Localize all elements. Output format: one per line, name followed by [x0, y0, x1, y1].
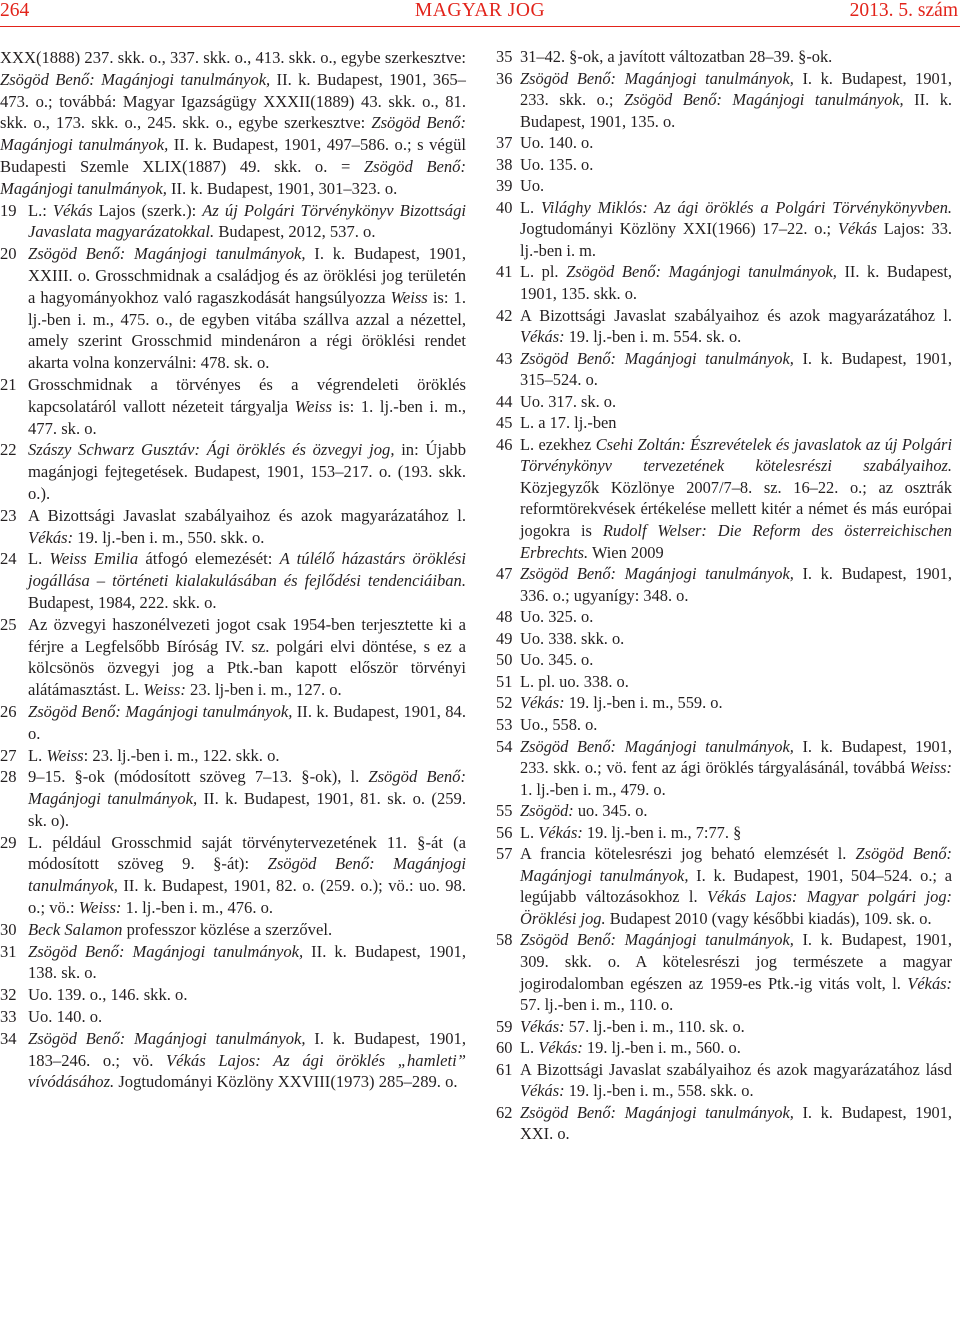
footnote-41	[496, 261, 952, 304]
footnote-number: 61	[496, 1059, 513, 1079]
text-segment: Lajos: 33. lj.-ben i. m.	[520, 219, 952, 260]
footnote-24	[0, 548, 466, 613]
footnote-number: 27	[0, 745, 17, 765]
italic-text-segment: Weiss:	[78, 898, 122, 918]
footnote-50	[496, 649, 952, 671]
footnote-text	[520, 736, 952, 801]
italic-text-segment: Zsögöd Benő: Magánjogi tanulmányok,	[520, 1102, 794, 1122]
text-segment: 19. lj.-ben i. m., 550. skk. o.	[73, 527, 265, 547]
italic-text-segment: Világhy Miklós: Az ági öröklés a Polgári Törvénykönyvben.	[540, 197, 952, 217]
footnote-number: 57	[496, 844, 513, 864]
italic-text-segment: Vékás:	[520, 1081, 565, 1101]
text-segment: A Bizottsági Javaslat szabályaihoz és azok magyarázatához l.	[28, 505, 466, 525]
footnote-text	[520, 434, 952, 563]
text-segment: L.	[520, 822, 539, 842]
text-segment: Jogtudományi Közlöny XXI(1966) 17–22. o.;	[520, 219, 838, 239]
footnote-number: 22	[0, 440, 17, 460]
italic-text-segment: Vékás Lajos: Az ági öröklés „hamleti” vívódásához.	[28, 1050, 466, 1092]
italic-text-segment: Vékás:	[28, 527, 74, 547]
footnote-29	[0, 832, 466, 919]
footnote-number: 32	[0, 985, 17, 1005]
text-segment: L. a 17. lj.-ben	[520, 413, 617, 433]
footnote-number: 29	[0, 832, 17, 852]
footnote-text	[520, 261, 952, 304]
page-number: 264	[0, 0, 30, 21]
text-segment: II. k. Budapest, 1901, 84. o.	[28, 701, 466, 743]
footnote-33	[0, 1006, 466, 1028]
text-segment: I. k. Budapest, 1901, 309. skk. o. A kötelesrészi jog természete a magyar jogirodalomban egészen az 1959-es Ptk.-ig vitás volt, l.	[520, 930, 953, 993]
footnote-45	[496, 412, 952, 434]
italic-text-segment: Rudolf Welser: Die Reform des österreichischen Erbrechts.	[520, 521, 952, 562]
footnote-number: 21	[0, 374, 17, 394]
footnote-22	[0, 439, 466, 504]
footnote-number: 19	[0, 200, 17, 220]
text-segment: II. k. Budapest, 1901, 81. sk. o. (259. sk. o).	[28, 789, 466, 830]
footnote-column-right	[496, 46, 952, 1145]
footnote-number: 50	[496, 650, 513, 670]
footnote-text	[28, 200, 466, 244]
italic-text-segment: Zsögöd Benő: Magánjogi tanulmányok,	[28, 244, 306, 264]
footnote-21	[0, 374, 466, 439]
text-segment: 19. lj.-ben i. m., 559. o.	[564, 693, 723, 713]
footnote-48	[496, 606, 952, 628]
footnote-number: 55	[496, 801, 513, 821]
text-segment: 31–42. §-ok, a javított változatban 28–39. §-ok.	[520, 47, 833, 66]
italic-text-segment: Vékás	[837, 219, 878, 239]
text-segment: II. k. Budapest, 1901, 135. o.	[520, 90, 952, 131]
footnote-39	[496, 175, 952, 197]
italic-text-segment: Szászy Schwarz Gusztáv: Ági öröklés és özvegyi jog,	[28, 440, 395, 460]
footnote-text	[520, 46, 952, 68]
text-segment: Grosschmidnak a törvényes és a végrendeleti öröklés kapcsolatáról vallott nézeteit tárgyalja	[28, 374, 466, 416]
text-segment: Uo.	[520, 176, 545, 196]
footnote-62	[496, 1102, 952, 1145]
text-segment: Budapest, 1984, 222. skk. o.	[28, 592, 217, 612]
footnote-19	[0, 200, 466, 244]
text-segment: Közjegyzők Közlönye 2007/7–8. sz. 16–22. o.; az osztrák reformtörekvések értékelése mellett kitér a német és más európai jogokra is	[520, 477, 952, 541]
footnote-text	[28, 919, 466, 941]
footnote-text	[520, 391, 952, 413]
text-segment: Uo. 140. o.	[520, 133, 594, 153]
footnote-text	[28, 439, 466, 504]
text-segment: I. k. Budapest, 1901, 315–524. o.	[520, 348, 953, 390]
footnote-number: 52	[496, 693, 513, 713]
footnote-text	[520, 563, 952, 606]
footnote-54	[496, 736, 952, 801]
text-segment: is: 1. lj.-ben i. m., 477. sk. o.	[28, 396, 466, 438]
footnote-number: 36	[496, 68, 513, 88]
text-segment: Uo. 325. o.	[520, 607, 594, 627]
italic-text-segment: Vékás	[52, 200, 93, 220]
footnote-number: 35	[496, 47, 513, 66]
footnote-text	[28, 701, 466, 745]
italic-text-segment: Zsögöd Benő: Magánjogi tanulmányok,	[28, 941, 304, 961]
text-segment: L.	[28, 549, 50, 569]
footnote-number: 54	[496, 736, 513, 756]
footnote-32	[0, 984, 466, 1006]
italic-text-segment: Zsögöd Benő: Magánjogi tanulmányok,	[623, 90, 904, 110]
footnote-58	[496, 929, 952, 1015]
text-segment: Budapest, 2012, 537. o.	[214, 222, 376, 242]
footnote-number: 44	[496, 391, 513, 411]
footnote-52	[496, 692, 952, 714]
footnote-number: 37	[496, 133, 513, 153]
footnote-51	[496, 671, 952, 693]
footnote-43	[496, 348, 952, 391]
footnote-text	[520, 606, 952, 628]
italic-text-segment: Vékás:	[520, 327, 565, 347]
footnote-text	[520, 1016, 952, 1038]
footnote-49	[496, 628, 952, 650]
footnote-number: 33	[0, 1007, 17, 1027]
footnote-26	[0, 701, 466, 745]
italic-text-segment: Zsögöd Benő: Magánjogi tanulmányok,	[28, 767, 466, 809]
text-segment: L.	[28, 745, 47, 765]
text-segment: professzor közlése a szerzővel.	[122, 919, 333, 939]
footnote-number: 23	[0, 505, 17, 525]
footnote-number: 46	[496, 434, 513, 454]
footnote-number: 40	[496, 197, 513, 217]
issue-label: 2013. 5. szám	[849, 0, 958, 21]
text-segment: L. pl.	[520, 262, 567, 282]
text-segment: 19. lj.-ben i. m., 558. skk. o.	[564, 1081, 754, 1101]
footnote-number: 20	[0, 244, 17, 264]
footnote-text	[520, 154, 952, 176]
italic-text-segment: Zsögöd Benő: Magánjogi tanulmányok,	[520, 68, 794, 88]
footnote-text	[520, 628, 952, 650]
text-segment: Jogtudományi Közlöny XXVIII(1973) 285–289. o.	[114, 1072, 458, 1092]
text-segment: XXX(1888) 237. skk. o., 337. skk. o., 413. skk. o., egybe szerkesztve:	[0, 48, 466, 67]
running-header	[0, 0, 960, 22]
text-segment: I. k. Budapest, 1901, 233. skk. o.;	[520, 68, 953, 110]
footnote-text	[520, 929, 952, 1015]
text-segment: I. k. Budapest, 1901, 233. skk. o.; vö. fent az ági öröklés tárgyalásánál, továbbá	[520, 736, 953, 778]
footnote-text	[520, 348, 952, 391]
text-segment: II. k. Budapest, 1901, 497–586. o.; s végül Budapesti Szemle XLIX(1887) 49. skk. o. =	[0, 135, 466, 176]
footnote-text	[520, 649, 952, 671]
text-segment: 23. lj-ben i. m., 127. o.	[185, 680, 342, 700]
italic-text-segment: Zsögöd Benő: Magánjogi tanulmányok,	[0, 69, 271, 89]
text-segment: : 23. lj.-ben i. m., 122. skk. o.	[83, 745, 280, 765]
footnote-57	[496, 843, 952, 929]
footnote-text	[520, 800, 952, 822]
footnote-text	[520, 822, 952, 844]
text-segment: L.:	[28, 200, 53, 220]
footnote-28	[0, 766, 466, 831]
footnote-31	[0, 941, 466, 985]
footnote-text	[520, 305, 952, 348]
footnote-text	[28, 374, 466, 439]
journal-title: MAGYAR JOG	[414, 0, 546, 21]
footnote-text	[28, 745, 466, 767]
footnote-number: 34	[0, 1028, 17, 1048]
footnote-number: 39	[496, 176, 513, 196]
text-segment: A Bizottsági Javaslat szabályaihoz és azok magyarázatához l.	[520, 305, 952, 325]
footnote-number: 58	[496, 930, 513, 950]
footnote-number: 51	[496, 671, 513, 691]
text-segment: 19. lj.-ben i. m. 554. sk. o.	[564, 327, 742, 347]
footnote-text	[28, 984, 466, 1006]
footnote-37	[496, 132, 952, 154]
text-segment: II. k. Budapest, 1901, 82. o. (259. o.); vö.: uo. 98. o.; vö.:	[28, 876, 466, 918]
text-segment: Uo. 135. o.	[520, 154, 594, 174]
text-segment: II. k. Budapest, 1901, 135. skk. o.	[520, 262, 953, 304]
footnote-text	[520, 197, 952, 262]
header-rule	[0, 26, 960, 27]
text-segment: I. k. Budapest, 1901, XXI. o.	[520, 1102, 953, 1144]
footnote-number: 24	[0, 549, 17, 569]
footnote-list-left	[0, 200, 466, 1094]
italic-text-segment: Weiss:	[143, 680, 186, 700]
italic-text-segment: Zsögöd Benő: Magánjogi tanulmányok,	[520, 564, 794, 584]
italic-text-segment: Vékás:	[520, 1016, 565, 1036]
text-segment: 1. lj.-ben i. m., 479. o.	[520, 779, 666, 799]
footnote-44	[496, 391, 952, 413]
footnote-number: 48	[496, 607, 513, 627]
italic-text-segment: Weiss	[46, 745, 84, 765]
footnote-47	[496, 563, 952, 606]
text-segment: Budapest 2010 (vagy későbbi kiadás), 109. sk. o.	[605, 908, 932, 928]
italic-text-segment: Zsögöd Benő: Magánjogi tanulmányok,	[28, 701, 293, 721]
italic-text-segment: Vékás:	[907, 973, 952, 993]
text-segment: in: Újabb magánjogi fejtegetések. Budapest, 1901, 153–217. o. (193. skk. o.).	[28, 440, 466, 503]
italic-text-segment: Zsögöd Benő: Magánjogi tanulmányok,	[0, 113, 466, 155]
footnote-60	[496, 1037, 952, 1059]
footnote-number: 28	[0, 767, 17, 787]
text-segment: L. például Grosschmid saját törvénytervezetének 11. §-át (a módosított szöveg 9. §-át):	[28, 832, 466, 874]
italic-text-segment: Zsögöd Benő: Magánjogi tanulmányok,	[0, 156, 466, 198]
footnote-61	[496, 1059, 952, 1102]
italic-text-segment: Csehi Zoltán: Észrevételek és javaslatok az új Polgári Törvénykönyv tervezetének kötelesrészi szabályaihoz.	[520, 434, 952, 476]
footnote-46	[496, 434, 952, 563]
text-segment: Uo. 345. o.	[520, 650, 594, 670]
footnote-40	[496, 197, 952, 262]
text-segment: II. k. Budapest, 1901, 138. sk. o.	[28, 941, 466, 983]
footnote-text	[520, 1059, 952, 1102]
footnote-list-right	[496, 46, 952, 1145]
text-segment: 1. lj.-ben i. m., 476. o.	[121, 898, 274, 918]
footnote-text	[28, 548, 466, 613]
footnote-55	[496, 800, 952, 822]
text-segment: Az özvegyi haszonélvezeti jogot csak 1954-ben terjesztette ki a férjre a Legfelsőbb Bíróság IV. sz. polgári elvi döntése, s ez a kölcsönös özvegyi jog a Ptk.-ban kapott először törvényi alátámasztást. L.	[28, 614, 466, 700]
footnote-27	[0, 745, 466, 767]
text-segment: I. k. Budapest, 1901, 183–246. o.; vö.	[28, 1028, 466, 1070]
footnote-text	[520, 68, 952, 133]
text-segment: Uo., 558. o.	[520, 714, 598, 734]
footnote-text	[520, 175, 952, 197]
footnote-text	[28, 505, 466, 549]
footnote-34	[0, 1028, 466, 1093]
text-segment: I. k. Budapest, 1901, XXIII. o. Grosschmidnak a családjog és az öröklési jog területén a hagyományokhoz való ragaszkodását hangsúlyozza	[28, 244, 466, 307]
text-segment: II. k. Budapest, 1901, 301–323. o.	[166, 178, 398, 198]
footnote-56	[496, 822, 952, 844]
footnote-38	[496, 154, 952, 176]
footnote-number: 31	[0, 941, 17, 961]
footnote-30	[0, 919, 466, 941]
italic-text-segment: Zsögöd Benő: Magánjogi tanulmányok,	[566, 262, 837, 282]
italic-text-segment: Weiss	[390, 287, 428, 307]
text-segment: 19. lj.-ben i. m., 7:77. §	[582, 822, 742, 842]
text-segment: II. k. Budapest, 1901, 365–473. o.; továbbá: Magyar Igazságügy XXXII(1889) 43. skk. o., 81. skk. o., 173. skk. o., 245. skk. o., egybe szerkesztve:	[0, 69, 466, 133]
text-segment: 57. lj.-ben i. m., 110. o.	[520, 995, 674, 1015]
italic-text-segment: Vékás Lajos: Magyar polgári jog: Öröklési jog.	[520, 887, 952, 928]
footnote-text	[28, 1006, 466, 1028]
footnote-text	[28, 614, 466, 701]
text-segment: A Bizottsági Javaslat szabályaihoz és azok magyarázatához lásd	[520, 1059, 952, 1079]
text-segment: Uo. 140. o.	[28, 1007, 103, 1027]
text-segment: I. k. Budapest, 1901, 336. o.; ugyanígy: 348. o.	[520, 564, 953, 605]
footnote-text	[28, 766, 466, 831]
footnote-35	[496, 46, 952, 68]
footnote-number: 53	[496, 714, 513, 734]
footnote-number: 56	[496, 822, 513, 842]
footnote-text	[28, 1028, 466, 1093]
italic-text-segment: Weiss Emilia	[49, 549, 139, 569]
italic-text-segment: Vékás:	[538, 1038, 583, 1058]
footnote-text	[28, 243, 466, 374]
footnote-53	[496, 714, 952, 736]
italic-text-segment: Zsögöd Benő: Magánjogi tanulmányok,	[520, 348, 794, 368]
text-segment: átfogó elemezését:	[138, 549, 280, 569]
footnote-number: 59	[496, 1016, 513, 1036]
italic-text-segment: Beck Salamon	[28, 919, 123, 939]
footnote-number: 49	[496, 628, 513, 648]
footnote-number: 25	[0, 614, 17, 634]
footnote-20	[0, 243, 466, 374]
italic-text-segment: Vékás:	[520, 693, 565, 713]
footnote-continuation	[0, 47, 466, 200]
text-segment: is: 1. lj.-ben i. m., 475. o., de egyben vitába szállva azzal a nézettel, amely szerint Grosschmid mindenáron a régi öröklési rendet akarta volna konzerválni: 478. sk. o.	[28, 287, 466, 373]
text-segment: Uo. 317. sk. o.	[520, 391, 617, 411]
italic-text-segment: Az új Polgári Törvénykönyv Bizottsági Javaslata magyarázatokkal.	[28, 200, 466, 242]
footnote-number: 26	[0, 701, 17, 721]
text-segment: L. pl. uo. 338. o.	[520, 671, 629, 691]
footnote-36	[496, 68, 952, 133]
text-segment: I. k. Budapest, 1901, 504–524. o.; a legújabb változásokhoz l.	[520, 865, 952, 907]
footnote-number: 62	[496, 1102, 513, 1122]
text-segment: uo. 345. o.	[573, 801, 648, 821]
italic-text-segment: Weiss	[294, 396, 332, 416]
footnote-25	[0, 614, 466, 701]
footnote-text	[520, 1037, 952, 1059]
text-segment: 57. lj.-ben i. m., 110. sk. o.	[564, 1016, 745, 1036]
italic-text-segment: Zsögöd Benő: Magánjogi tanulmányok,	[520, 930, 794, 950]
footnote-number: 38	[496, 154, 513, 174]
italic-text-segment: Zsögöd Benő: Magánjogi tanulmányok,	[520, 736, 794, 756]
italic-text-segment: Zsögöd Benő: Magánjogi tanulmányok,	[520, 844, 952, 885]
footnote-59	[496, 1016, 952, 1038]
footnote-text	[520, 714, 952, 736]
footnote-text	[520, 412, 952, 434]
text-segment: L.	[520, 1038, 539, 1058]
text-segment: Lajos (szerk.):	[92, 200, 203, 220]
footnote-number: 42	[496, 305, 513, 325]
text-segment: L.	[520, 197, 541, 217]
italic-text-segment: Weiss:	[909, 758, 952, 778]
text-segment: 19. lj.-ben i. m., 560. o.	[582, 1038, 741, 1058]
footnote-text	[28, 832, 466, 919]
text-segment: Wien 2009	[588, 542, 664, 562]
italic-text-segment: Vékás:	[538, 822, 583, 842]
footnote-number: 60	[496, 1038, 513, 1058]
text-segment: 9–15. §-ok (módosított szöveg 7–13. §-ok), l.	[28, 767, 369, 787]
footnote-number: 47	[496, 564, 513, 584]
footnote-number: 43	[496, 348, 513, 368]
text-segment: Uo. 139. o., 146. skk. o.	[28, 985, 188, 1005]
footnote-text	[28, 941, 466, 985]
text-segment: A francia kötelesrészi jog beható elemzését l.	[520, 844, 856, 864]
footnote-23	[0, 505, 466, 549]
footnote-text	[520, 692, 952, 714]
footnote-column-left	[0, 47, 466, 1093]
footnote-number: 45	[496, 413, 513, 433]
footnote-number: 41	[496, 262, 513, 282]
footnote-42	[496, 305, 952, 348]
footnote-text	[520, 843, 952, 929]
italic-text-segment: Zsögöd Benő: Magánjogi tanulmányok,	[28, 854, 467, 896]
footnote-text	[520, 671, 952, 693]
italic-text-segment: A túlélő házastárs öröklési jogállása – történeti kialakulásában és fejlődési tendenciáiban.	[28, 549, 466, 591]
footnote-text	[520, 132, 952, 154]
footnote-number: 30	[0, 919, 17, 939]
italic-text-segment: Zsögöd:	[520, 801, 574, 821]
text-segment: Uo. 338. skk. o.	[520, 628, 625, 648]
italic-text-segment: Zsögöd Benő: Magánjogi tanulmányok,	[28, 1028, 306, 1048]
footnote-text	[520, 1102, 952, 1145]
text-segment: L. ezekhez	[520, 434, 596, 454]
